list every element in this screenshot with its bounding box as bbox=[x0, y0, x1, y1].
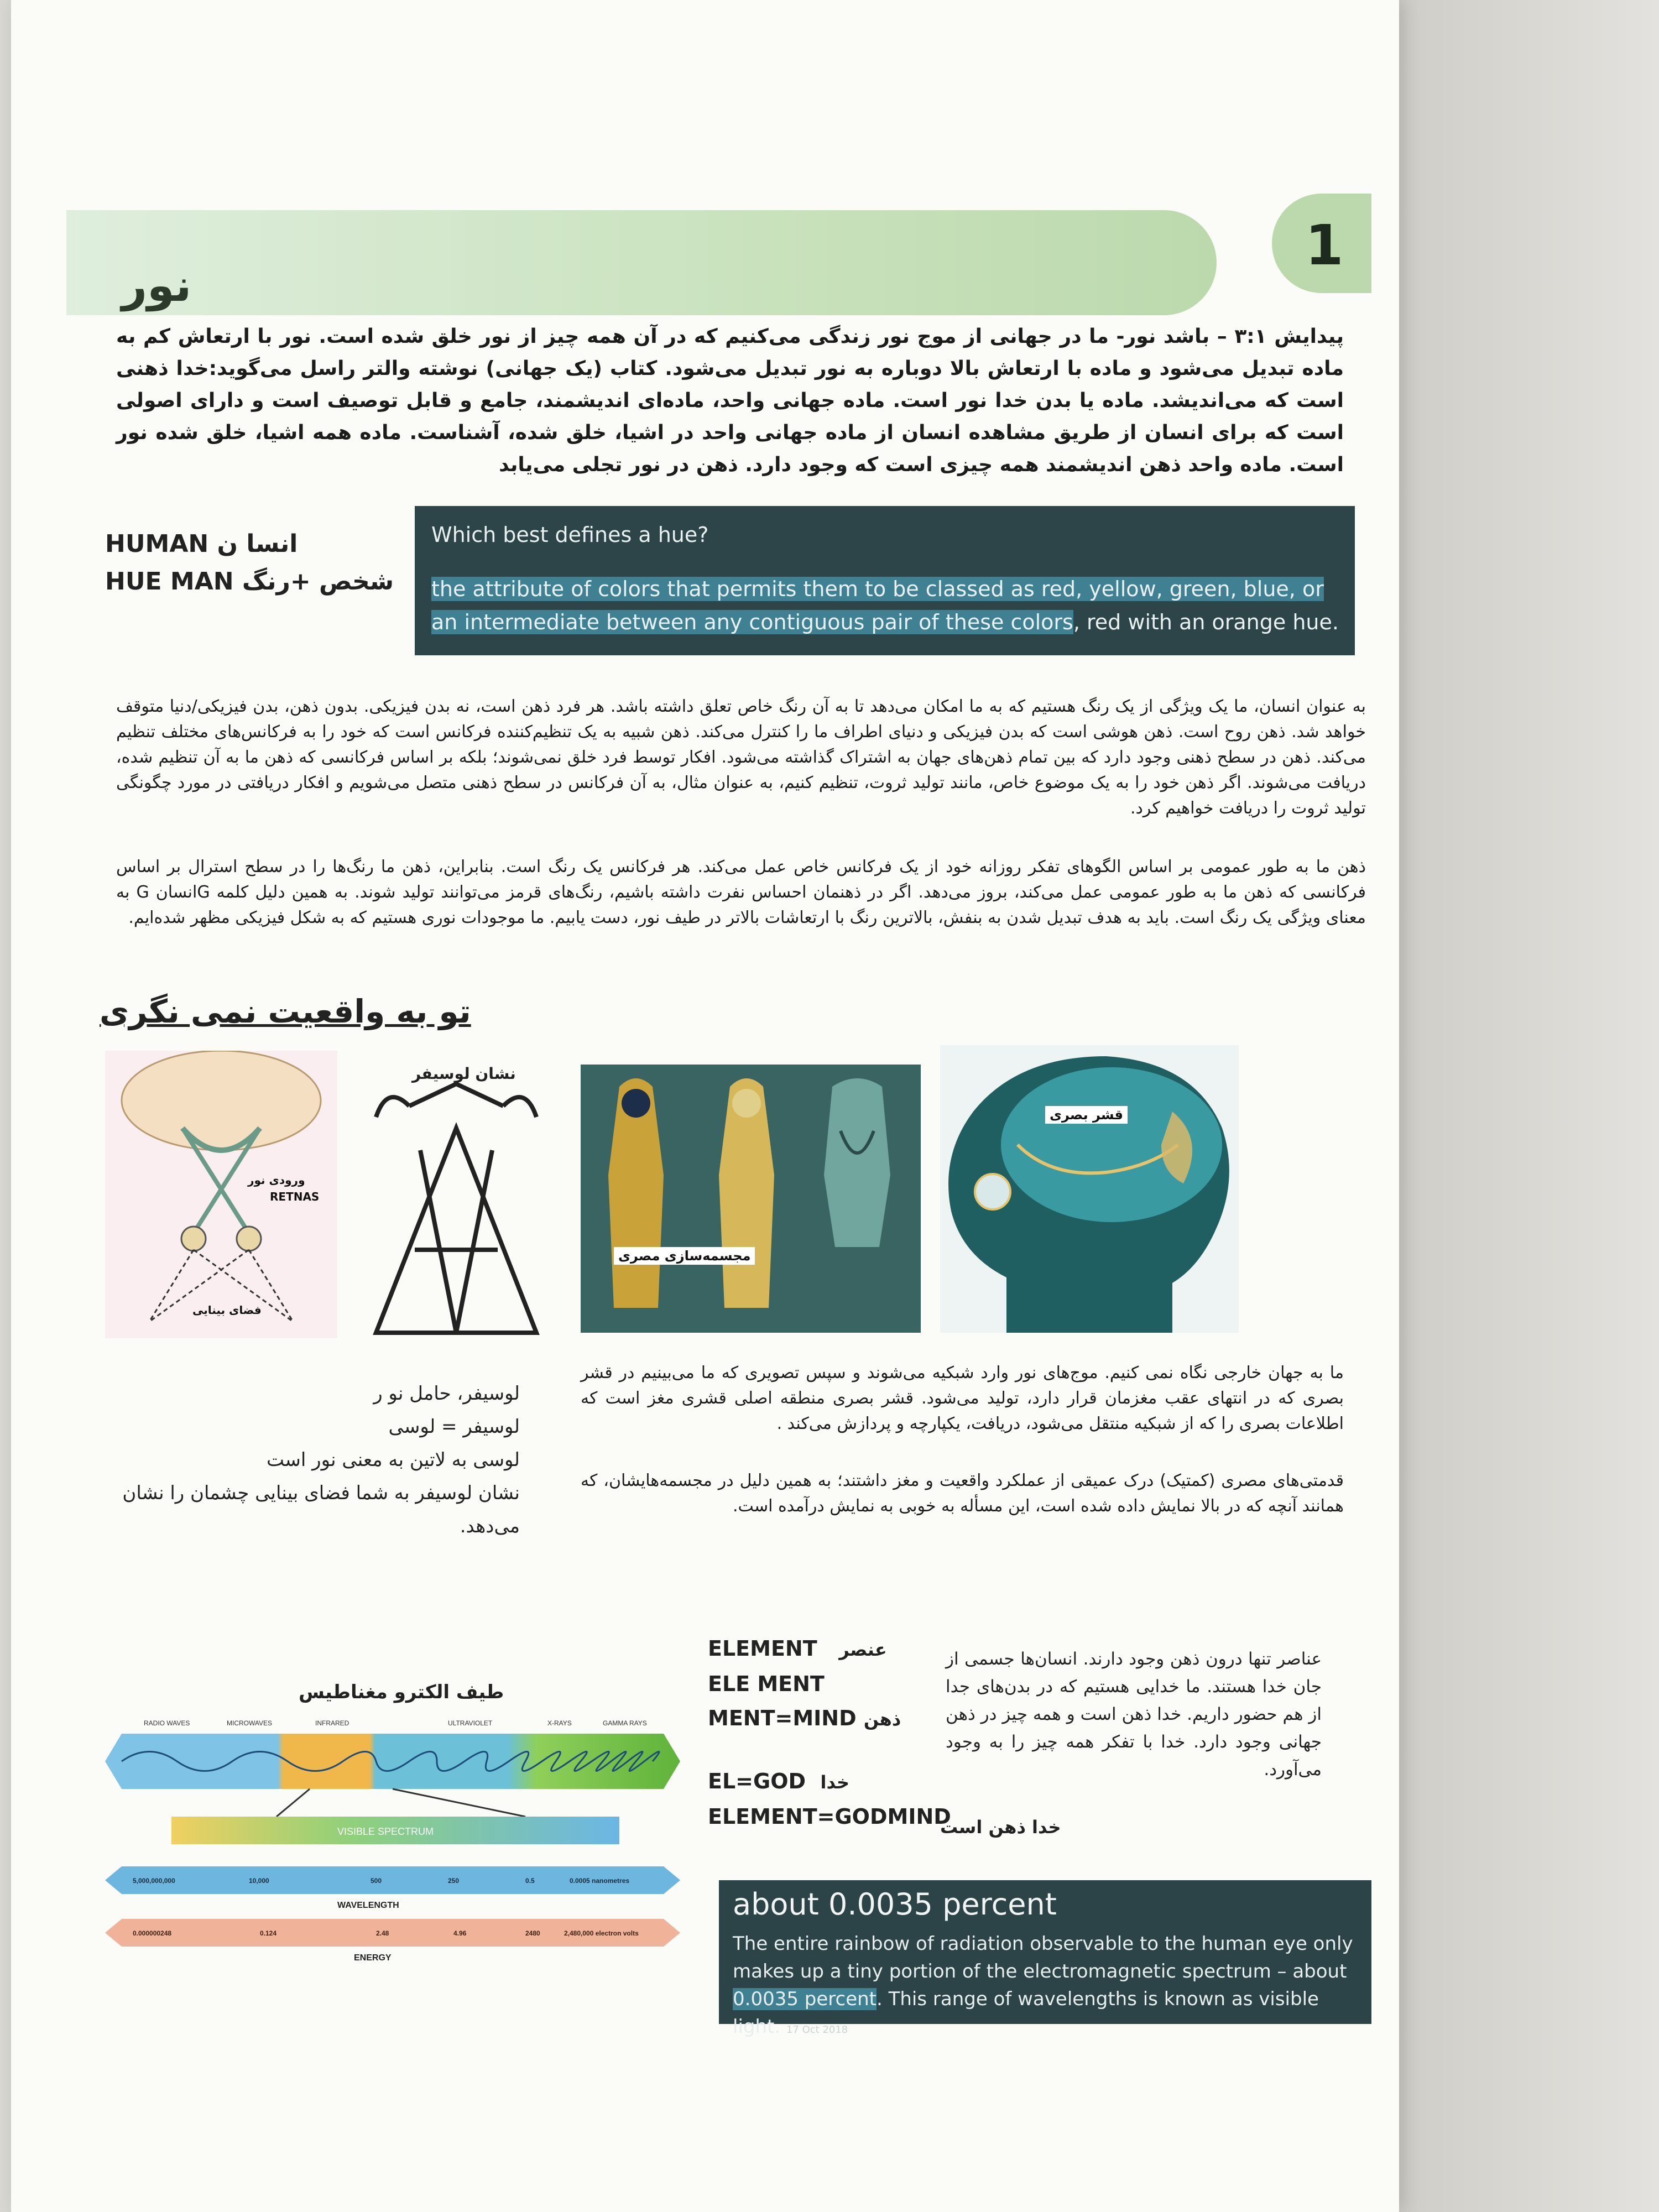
band-label: RADIO WAVES bbox=[144, 1719, 190, 1727]
lucifer-sigil-image bbox=[365, 1062, 547, 1338]
em-spectrum-diagram bbox=[105, 1714, 686, 1974]
percent-box-text bbox=[733, 1930, 1363, 2044]
energy-value: 2,480,000 electron volts bbox=[564, 1929, 639, 1937]
egyptian-paragraph: قدمتی‌های مصری (کمتیک) درک عمیقی از عملکرد واقعیت و مغز داشتند؛ به همین دلیل در مجسمه‌هایشان، که همانند آنچه که در بالا نمایش داده شده است، این مسأله به خوبی به نمایش درآمده است. bbox=[581, 1471, 1344, 1516]
band-label: MICROWAVES bbox=[227, 1719, 273, 1727]
retina-input-label: ورودی نور bbox=[248, 1173, 305, 1187]
element-line1-fa: عنصر bbox=[839, 1639, 887, 1660]
chapter-number-badge bbox=[1272, 194, 1371, 293]
hue-definition-box bbox=[415, 506, 1355, 655]
element-line5: ELEMENT=GODMIND bbox=[708, 1804, 951, 1829]
energy-value: 2480 bbox=[525, 1929, 540, 1937]
element-wordplay bbox=[708, 1631, 951, 1834]
chapter-number: 1 bbox=[1305, 213, 1344, 278]
wavelength-value: 250 bbox=[448, 1877, 460, 1885]
energy-value: 4.96 bbox=[453, 1929, 467, 1937]
lucifer-line: لوسیفر = لوسی bbox=[388, 1416, 520, 1438]
spectrum-title: طیف الکترو مغناطیس bbox=[299, 1681, 504, 1703]
element-line1: ELEMENT bbox=[708, 1636, 817, 1661]
hue-answer-highlight: the attribute of colors that permits them to be classed as red, yellow, green, blue, or an intermediate between any contiguous pair of these colors bbox=[431, 577, 1324, 634]
human-note bbox=[105, 525, 394, 601]
lucifer-explanation bbox=[122, 1377, 520, 1543]
element-line3: MENT=MIND bbox=[708, 1706, 857, 1730]
percent-box-date: 17 Oct 2018 bbox=[786, 2024, 848, 2036]
element-line2: ELE MENT bbox=[708, 1672, 825, 1696]
wavelength-value: 5,000,000,000 bbox=[133, 1877, 175, 1885]
section-title: تو به واقعیت نمی نگری bbox=[100, 993, 471, 1030]
band-label: GAMMA RAYS bbox=[603, 1719, 647, 1727]
element-line4-fa: خدا bbox=[820, 1772, 850, 1793]
visual-cortex-paragraph: ما به جهان خارجی نگاه نمی کنیم. موج‌های نور وارد شبکیه می‌شوند و سپس تصویری که ما می‌بینیم در قشر بصری که در انتهای عقب مغزمان قرار دارد، تولید می‌شود. قشر بصری منطقه اصلی قشری مغز است که اطلاعات بصری را که از شبکیه منتقل می‌شود، دریافت، یکپارچه و پردازش می‌کند . bbox=[581, 1363, 1344, 1433]
lucifer-line: لوسیفر، حامل نو ر bbox=[373, 1383, 520, 1405]
chapter-header-band bbox=[66, 210, 1217, 315]
energy-value: 0.124 bbox=[260, 1929, 277, 1937]
lucifer-line: نشان لوسیفر به شما فضای بینایی چشمان را نشان می‌دهد. bbox=[122, 1482, 520, 1537]
chapter-title: نور bbox=[122, 260, 192, 311]
energy-value: 0.000000248 bbox=[133, 1929, 172, 1937]
visual-cortex-label: قشر بصری bbox=[1045, 1106, 1128, 1124]
percent-text-part-b: . This range of wavelengths is known as visible light. bbox=[733, 1988, 1319, 2038]
intro-paragraph: پیدایش ۳:۱ – باشد نور- ما در جهانی از موج نور زندگی می‌کنیم که در آن همه چیز از نور خلق شده است. نور با ارتعاش کم به ماده تبدیل می‌شود و ماده با ارتعاش بالا دوباره به نور تبدیل می‌شود. کتاب (یک جهانی) نوشته والتر راسل می‌گوید:خدا ذهنی است که می‌اندیشد. ماده یا بدن خدا نور است. ماده جهانی واحد، ماده‌ای اندیشمند، جامع و قابل توصیف است و دارای اصولی است که برای انسان از طریق مشاهده انسان از ماده جهانی واحد در اشیا، خلق شده، آشناست. ماده همه اشیا، خلق شده نور است. ماده واحد ذهن اندیشمند همه چیزی است که وجود دارد. ذهن در نور تجلی می‌یابد bbox=[116, 325, 1344, 476]
percent-text-highlight: 0.0035 percent bbox=[733, 1988, 877, 2010]
energy-value: 2.48 bbox=[376, 1929, 389, 1937]
wavelength-label: WAVELENGTH bbox=[337, 1901, 399, 1910]
percent-text-part-a: The entire rainbow of radiation observable to the human eye only makes up a tiny portion of the electromagnetic spectrum – about bbox=[733, 1933, 1353, 1983]
hue-answer bbox=[431, 572, 1344, 639]
em-spectrum-illustration bbox=[105, 1714, 686, 1974]
wavelength-value: 0.5 bbox=[525, 1877, 535, 1885]
element-paragraph: عناصر تنها درون ذهن وجود دارند. انسان‌ها جسمی از جان خدا هستند. ما خدایی هستیم که در بدن‌های جدا از هم حضور داریم. خدا ذهن است و همه چیز در ذهن جهانی وجود دارد. خدا با تفکر همه چیز را به وجود می‌آورد. bbox=[946, 1649, 1322, 1780]
lucifer-sigil-icon bbox=[365, 1062, 547, 1338]
band-label: X-RAYS bbox=[547, 1719, 572, 1727]
visual-space-label: فضای بینایی bbox=[192, 1303, 262, 1317]
brain-illustration bbox=[940, 1045, 1239, 1333]
body-paragraph-2: ذهن ما به طور عمومی بر اساس الگوهای تفکر روزانه خود از یک فرکانس خاص عمل می‌کند. هر فرکانس یک رنگ است. بنابراین، ذهن ما رنگ‌ها را در سطح استرال بر اساس فرکانسی که ذهن ما به طور عمومی عمل می‌کند، بروز می‌دهد. اگر در ذهنمان احساس نفرت داشته باشیم، رنگ‌های قرمز می‌توانند تولید شوند. به همین دلیل کلمه Gانسان G به معنای ویژگی یک رنگ است. باید به هدف تبدیل شدن به بنفش، بالاترین رنگ با ارتعاشات بالاتر در طیف نور، دست یابیم. ما موجودات نوری هستیم که به شکل فیزیکی مظهر شده‌ایم. bbox=[116, 857, 1366, 927]
hue-question: Which best defines a hue? bbox=[431, 523, 709, 547]
god-is-mind-note: خدا ذهن است bbox=[940, 1817, 1061, 1838]
body-paragraph-1: به عنوان انسان، ما یک ویژگی از یک رنگ هستیم که به ما امکان می‌دهد تا به آن رنگ خاص تعلق داشته باشد. هر فرد ذهن است، نه بدن فیزیکی. بدون ذهن، بدن فیزیکی/دنیا متوقف خواهد شد. ذهن روح است. ذهن هوشی است که بدن فیزیکی و دنیای اطراف ما را کنترل می‌کند. ذهن شبیه به یک تنظیم‌کننده فرکانس است که خود را به فرکانس‌های مختلف تنظیم می‌کند. ذهن در سطح ذهنی وجود دارد که بین تمام ذهن‌های جهان به اشتراک گذاشته می‌شود. افکار توسط فرد خلق نمی‌شوند؛ بلکه بر اساس فرکانسی که ذهن ما به آن تنظیم شده، دریافت می‌شوند. اگر ذهن خود را به یک موضوع خاص، مانند تولید ثروت، تنظیم کنیم، به عنوان مثال، به آن فرکانس در سطح ذهنی متصل می‌شویم و افکار دریافتی در مورد چگونگی تولید ثروت را دریافت خواهیم کرد. bbox=[116, 697, 1366, 818]
visible-light-percent-box bbox=[719, 1880, 1371, 2038]
band-label: INFRARED bbox=[315, 1719, 349, 1727]
retinas-label: RETNAS bbox=[270, 1190, 320, 1203]
wavelength-value: 500 bbox=[371, 1877, 382, 1885]
book-page bbox=[11, 0, 1399, 2212]
egypt-statue-label: مجسمه‌سازی مصری bbox=[614, 1247, 755, 1265]
visible-spectrum-label: VISIBLE SPECTRUM bbox=[337, 1826, 434, 1837]
eye-visual-pathway-image bbox=[105, 1051, 337, 1338]
human-note-line1: HUMAN انسا ن bbox=[105, 530, 298, 558]
lucifer-sign-label: نشان لوسیفر bbox=[412, 1065, 516, 1083]
egyptian-illustration bbox=[581, 1065, 921, 1333]
wavelength-value: 0.0005 nanometres bbox=[570, 1877, 630, 1885]
element-line4: EL=GOD bbox=[708, 1769, 806, 1793]
element-line3-fa: ذهن bbox=[863, 1709, 901, 1730]
hue-answer-rest: , red with an orange hue. bbox=[1073, 610, 1339, 634]
lucifer-line: لوسی به لاتین به معنی نور است bbox=[267, 1449, 520, 1471]
egyptian-sarcophagus-image bbox=[581, 1065, 921, 1333]
band-label: ULTRAVIOLET bbox=[448, 1719, 493, 1727]
human-note-line2: HUE MAN شخص +رنگ bbox=[105, 567, 394, 596]
energy-label: ENERGY bbox=[354, 1953, 392, 1963]
wavelength-value: 10,000 bbox=[249, 1877, 269, 1885]
brain-visual-cortex-image bbox=[940, 1045, 1239, 1333]
page-background-edge bbox=[1399, 0, 1659, 2212]
percent-box-title: about 0.0035 percent bbox=[733, 1887, 1057, 1922]
